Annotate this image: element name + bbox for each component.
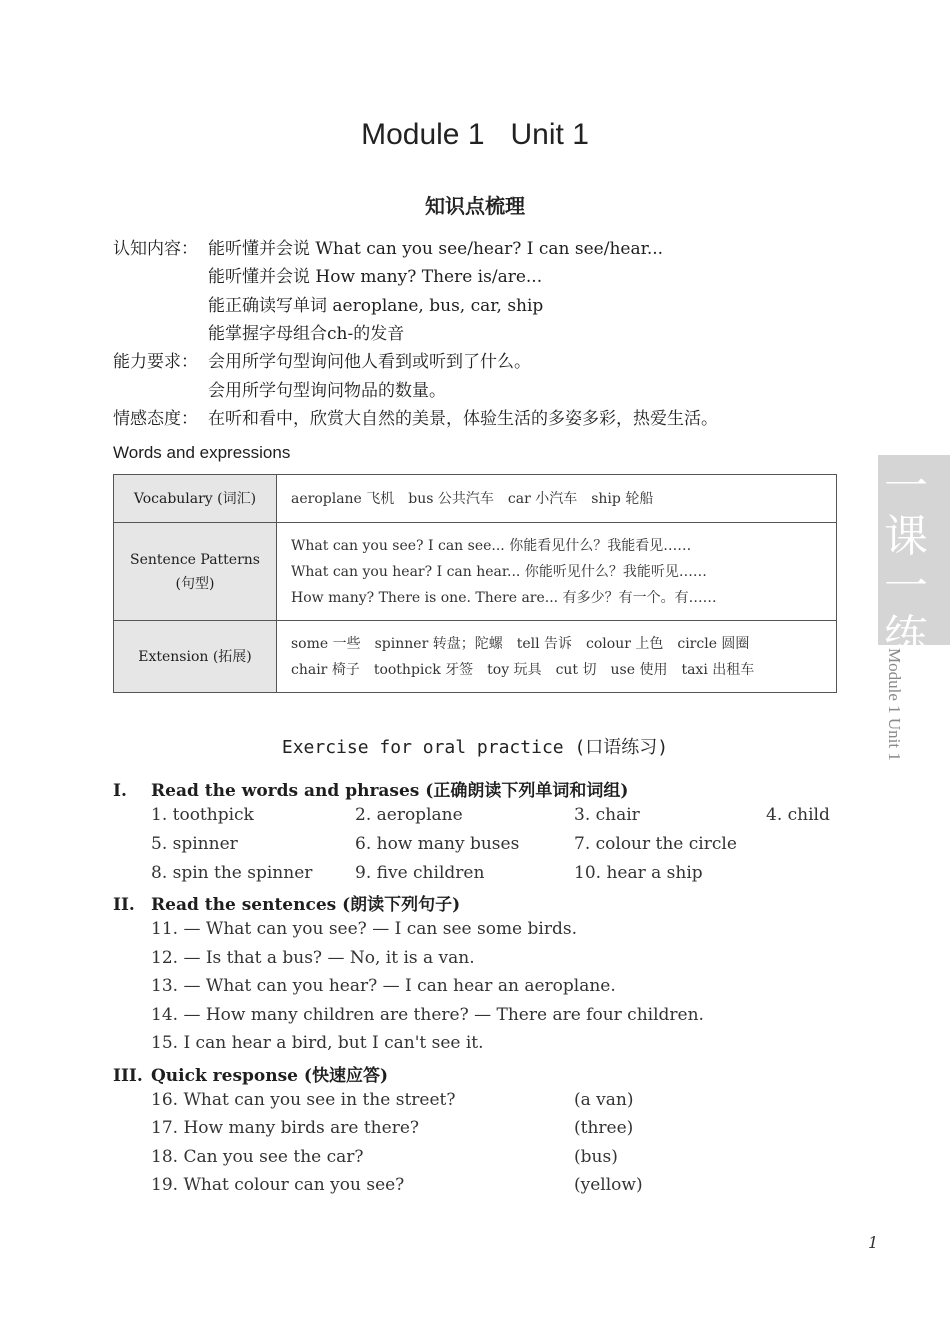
row-line: What can you hear? I can hear... 你能听见什么？我能听见…… xyxy=(291,563,707,580)
section-number: II. xyxy=(113,895,135,915)
table-row xyxy=(114,475,837,523)
cognitive-item: 能正确读写单词 aeroplane, bus, car, ship xyxy=(208,296,544,316)
row-body xyxy=(277,621,837,693)
list-item: 1. toothpick xyxy=(151,805,254,825)
list-item: 7. colour the circle xyxy=(574,834,737,854)
page-title xyxy=(0,118,950,152)
page-number: 1 xyxy=(868,1233,879,1252)
attitude-item: 在听和看中，欣赏大自然的美景，体验生活的多姿多彩，热爱生活。 xyxy=(208,409,718,429)
list-item: 14. — How many children are there? — There are four children. xyxy=(151,1005,704,1025)
answer-hint: (a van) xyxy=(574,1090,634,1110)
ability-item: 会用所学句型询问物品的数量。 xyxy=(208,381,446,401)
answer-hint: (three) xyxy=(574,1118,634,1138)
cognitive-item: 能掌握字母组合ch-的发音 xyxy=(208,324,405,344)
answer-hint: (bus) xyxy=(574,1147,618,1167)
section-title: Read the words and phrases (正确朗读下列单词和词组) xyxy=(151,781,629,801)
row-body xyxy=(277,475,837,523)
words-title: Words and expressions xyxy=(113,443,291,462)
row-line: some 一些 spinner 转盘；陀螺 tell 告诉 colour 上色 circle 圆圈 xyxy=(291,635,750,652)
section-number: I. xyxy=(113,781,127,801)
list-item: 13. — What can you hear? — I can hear an aeroplane. xyxy=(151,976,616,996)
row-head-text: Sentence Patterns (句型) xyxy=(130,551,260,592)
row-line: chair 椅子 toothpick 牙签 toy 玩具 cut 切 use 使用 taxi 出租车 xyxy=(291,661,755,678)
list-item: 9. five children xyxy=(355,863,485,883)
unit-label: Unit 1 xyxy=(510,118,589,151)
question-text: 16. What can you see in the street? xyxy=(151,1090,456,1110)
answer-hint: (yellow) xyxy=(574,1175,643,1195)
side-tab-text: 一课一练 xyxy=(884,461,928,662)
row-head: Extension (拓展) xyxy=(114,621,277,693)
cognitive-label: 认知内容： xyxy=(113,239,198,259)
row-head: Vocabulary (词汇) xyxy=(114,475,277,523)
list-item: 4. child xyxy=(766,805,830,825)
exercise-title: Exercise for oral practice (口语练习) xyxy=(281,737,669,758)
list-item: 10. hear a ship xyxy=(574,863,703,883)
list-item: 11. — What can you see? — I can see some birds. xyxy=(151,919,577,939)
section-heading xyxy=(113,890,460,915)
ability-label: 能力要求： xyxy=(113,352,198,372)
module-label: Module 1 xyxy=(361,118,485,151)
list-item: 15. I can hear a bird, but I can't see it. xyxy=(151,1033,484,1053)
vocabulary-table xyxy=(113,474,837,693)
section-subtitle: 知识点梳理 xyxy=(425,194,525,218)
table-row xyxy=(114,523,837,621)
section-heading xyxy=(113,776,628,801)
list-item: 2. aeroplane xyxy=(355,805,463,825)
question-text: 17. How many birds are there? xyxy=(151,1118,419,1138)
table-row xyxy=(114,621,837,693)
row-line: aeroplane 飞机 bus 公共汽车 car 小汽车 ship 轮船 xyxy=(291,490,654,507)
list-item: 3. chair xyxy=(574,805,640,825)
ability-item: 会用所学句型询问他人看到或听到了什么。 xyxy=(208,352,531,372)
row-head xyxy=(114,523,277,621)
row-line: What can you see? I can see... 你能看见什么？我能看见…… xyxy=(291,537,692,554)
attitude-label: 情感态度： xyxy=(113,409,198,429)
cognitive-line-1 xyxy=(113,234,663,259)
section-title: Quick response (快速应答) xyxy=(151,1066,388,1086)
cognitive-item: 能听懂并会说 What can you see/hear? I can see/hear... xyxy=(208,239,664,259)
row-line: How many? There is one. There are... 有多少？有一个。有…… xyxy=(291,589,717,606)
section-title: Read the sentences (朗读下列句子) xyxy=(151,895,461,915)
ability-line-1 xyxy=(113,347,531,372)
list-item: 8. spin the spinner xyxy=(151,863,313,883)
side-label: Module 1 Unit 1 xyxy=(885,648,904,761)
list-item: 12. — Is that a bus? — No, it is a van. xyxy=(151,948,475,968)
question-text: 19. What colour can you see? xyxy=(151,1175,405,1195)
section-heading xyxy=(113,1061,388,1086)
cognitive-item: 能听懂并会说 How many? There is/are... xyxy=(208,267,543,287)
list-item: 5. spinner xyxy=(151,834,238,854)
question-text: 18. Can you see the car? xyxy=(151,1147,364,1167)
list-item: 6. how many buses xyxy=(355,834,520,854)
section-number: III. xyxy=(113,1066,143,1086)
row-body xyxy=(277,523,837,621)
attitude-line xyxy=(113,404,718,429)
